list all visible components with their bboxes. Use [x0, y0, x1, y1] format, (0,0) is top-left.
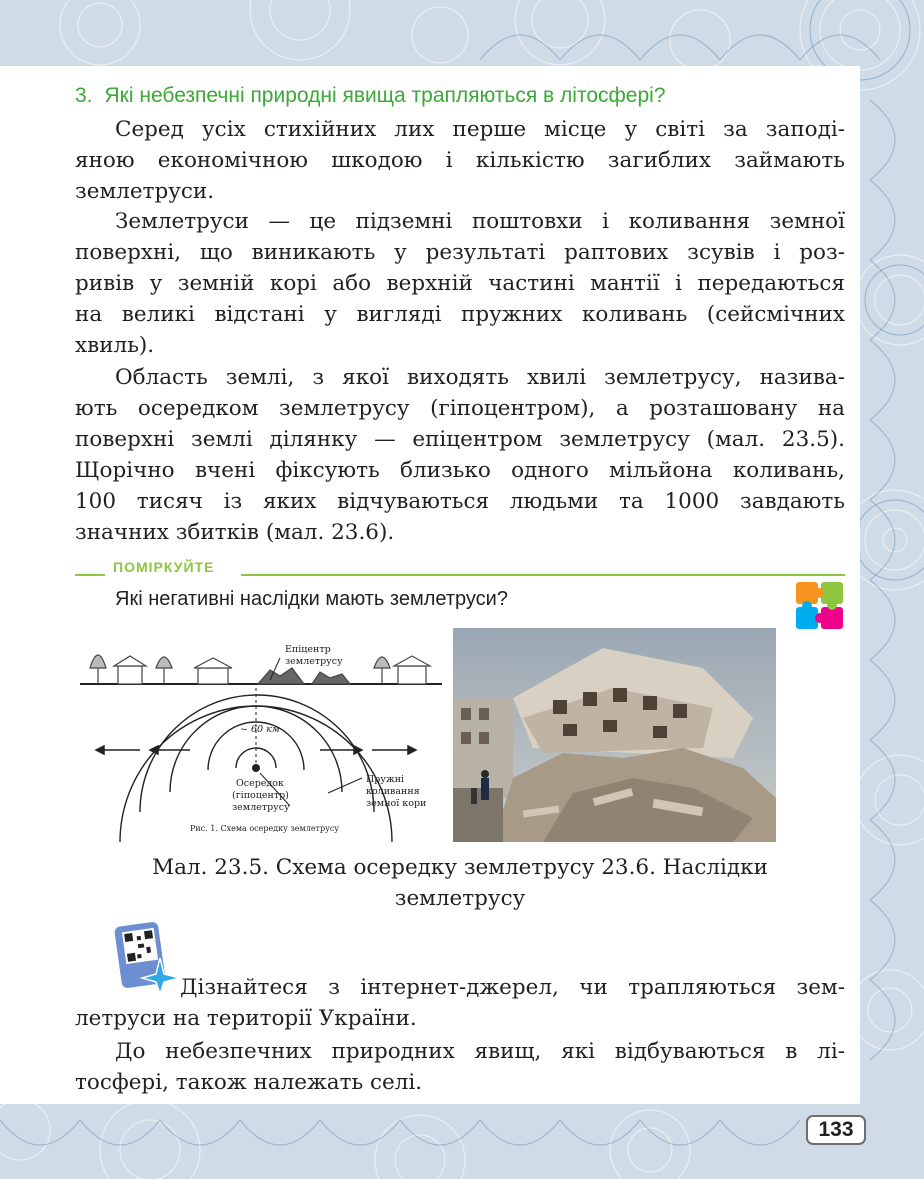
- focus-label-3: землетрусу: [232, 802, 290, 813]
- waves-label-1: Пружні: [366, 774, 405, 785]
- text-line: ривів у земній корі або верхній частині мантії і передаються: [75, 271, 845, 296]
- divider-line-right: [241, 574, 845, 576]
- caption-line-2: землетрусу: [394, 886, 526, 911]
- paragraph-3: [75, 362, 845, 548]
- text-line: Область землі, з якої виходять хвилі землетрусу, назива-: [115, 365, 845, 390]
- text-line: тосфері, також належать селі.: [75, 1070, 423, 1095]
- puzzle-icon: [794, 578, 846, 634]
- caption-line-1: Мал. 23.5. Схема осередку землетрусу 23.6. Наслідки: [152, 855, 768, 880]
- paragraph-1: [75, 114, 845, 207]
- text-line: Щорічно вчені фіксують близько одного мільйона коливань,: [75, 458, 845, 483]
- text-line: на великі відстані у вигляді пружних коливань (сейсмічних: [75, 302, 845, 327]
- text-line: летруси на території України.: [75, 1006, 417, 1031]
- paragraph-4: [75, 972, 845, 1034]
- section-heading: [75, 84, 835, 108]
- text-line: яною економічною шкодою і кількістю загиблих займають: [75, 148, 845, 173]
- focus-label-2: (гіпоцентр): [232, 790, 289, 801]
- text-line: поверхні землі ділянку — епіцентром землетрусу (мал. 23.5).: [75, 427, 845, 452]
- think-question: Які негативні наслідки мають землетруси?: [115, 588, 508, 610]
- waves-label-3: земної кори: [366, 798, 427, 809]
- text-line: 100 тисяч із яких відчуваються людьми та 1000 завдають: [75, 489, 845, 514]
- depth-label: ~ 60 км: [240, 724, 280, 735]
- text-line: хвиль).: [75, 333, 155, 358]
- waves-label-2: коливання: [366, 786, 420, 797]
- text-line: ють осередком землетрусу (гіпоцентром), а розташовану на: [75, 396, 845, 421]
- text-line: землетруси.: [75, 179, 215, 204]
- think-divider: [75, 559, 845, 575]
- figure-caption: [100, 852, 820, 914]
- text-line: Серед усіх стихійних лих перше місце у світі за заподі-: [115, 117, 845, 142]
- epicenter-label-1: Епіцентр: [285, 644, 331, 655]
- divider-line-left: [75, 574, 105, 576]
- section-title: Які небезпечні природні явища трапляються в літосфері?: [104, 84, 666, 107]
- diagram-caption: Рис. 1. Схема осередку землетрусу: [190, 824, 339, 833]
- text-line: Дізнайтеся з інтернет-джерел, чи трапляються зем-: [180, 975, 845, 1000]
- section-number: 3.: [75, 84, 93, 107]
- text-line: Землетруси — це підземні поштовхи і коливання земної: [115, 209, 845, 234]
- page-number: 133: [806, 1115, 866, 1145]
- earthquake-aftermath-photo: [453, 628, 776, 842]
- focus-label-1: Осередок: [236, 778, 284, 789]
- epicenter-label-2: землетрусу: [285, 656, 343, 667]
- paragraph-5: [75, 1036, 845, 1098]
- paragraph-2: [75, 206, 845, 361]
- earthquake-focus-diagram: [80, 628, 442, 842]
- text-line: поверхні, що виникають у результаті раптових зсувів і роз-: [75, 240, 845, 265]
- text-line: До небезпечних природних явищ, які відбуваються в лі-: [115, 1039, 845, 1064]
- text-line: значних збитків (мал. 23.6).: [75, 520, 395, 545]
- think-label: ПОМІРКУЙТЕ: [113, 559, 215, 575]
